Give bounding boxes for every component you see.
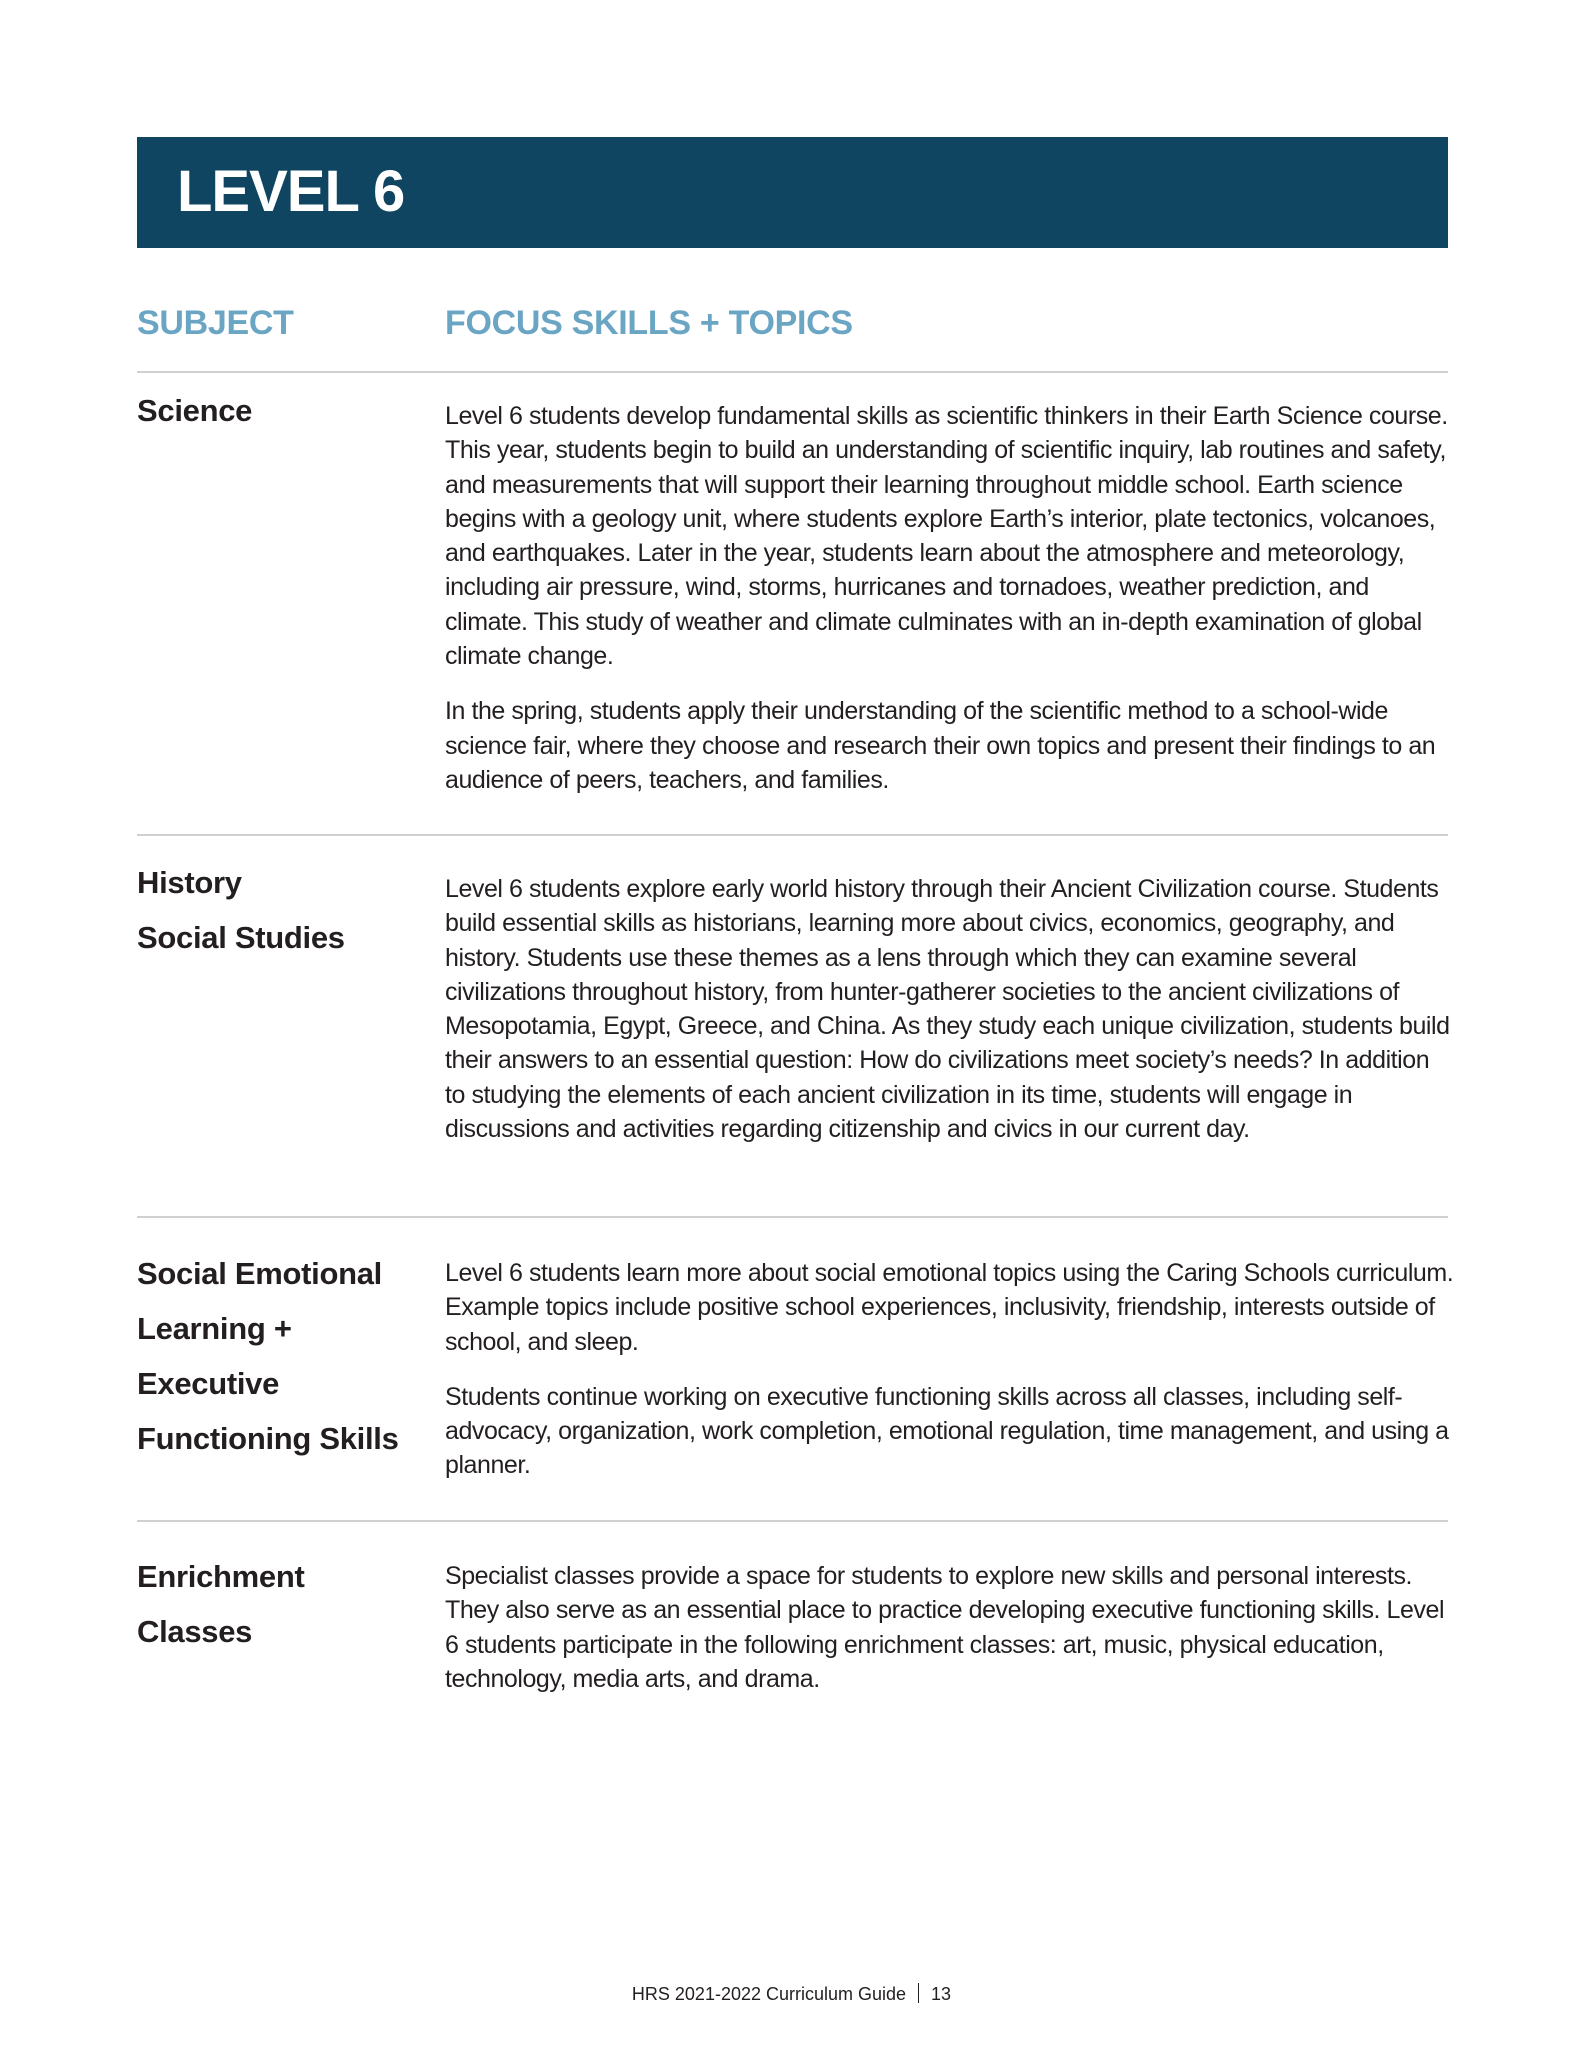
paragraph: In the spring, students apply their understanding of the scientific method to a school-wide science fair, where they choose and research their own topics and present their findings to an audience of peers, teachers, and families.: [445, 697, 1436, 794]
divider: [137, 834, 1448, 836]
enrichment-description: [445, 1559, 1455, 1696]
subject-label-line: Enrichment: [137, 1559, 305, 1594]
divider: [137, 1520, 1448, 1522]
divider: [137, 1216, 1448, 1218]
subject-social-emotional-learning: [137, 1246, 427, 1466]
paragraph: Specialist classes provide a space for students to explore new skills and personal interests. They also serve as an essential place to practice developing executive functioning skills. Level 6 students participate in the following enrichment classes: art, music, physical education, technology, media arts, and drama.: [445, 1562, 1445, 1693]
subject-history-social-studies: [137, 855, 427, 965]
page-number: 13: [931, 1984, 952, 2004]
footer-separator: [918, 1983, 919, 2003]
subject-enrichment-classes: [137, 1549, 427, 1659]
subject-label-line: Executive: [137, 1366, 280, 1401]
focus-column-heading: FOCUS SKILLS + TOPICS: [445, 304, 853, 342]
paragraph: Level 6 students learn more about social emotional topics using the Caring Schools curriculum. Example topics include positive school experiences, inclusivity, friendship, interests outside of school, and sleep.: [445, 1259, 1454, 1356]
paragraph: Level 6 students explore early world history through their Ancient Civilization course. Students build essential skills as historians, learning more about civics, economics, geography, and history. Students use these themes as a lens through which they can examine several civilizations throughout history, from hunter-gatherer societies to the ancient civilizations of Mesopotamia, Egypt, Greece, and China. As they study each unique civilization, students build their answers to an essential question: How do civilizations meet society’s needs? In addition to studying the elements of each ancient civilization in its time, students will engage in discussions and activities regarding citizenship and civics in our current day.: [445, 875, 1450, 1144]
science-description: [445, 399, 1455, 797]
subject-label-line: Social Studies: [137, 920, 345, 955]
paragraph: Level 6 students develop fundamental skills as scientific thinkers in their Earth Science course. This year, students begin to build an understanding of scientific inquiry, lab routines and safety, and measurements that will support their learning throughout middle school. Earth science begins with a geology unit, where students explore Earth’s interior, plate tectonics, volcanoes, and earthquakes. Later in the year, students learn about the atmosphere and meteorology, including air pressure, wind, storms, hurricanes and tornadoes, weather prediction, and climate. This study of weather and climate culminates with an in-depth examination of global climate change.: [445, 402, 1448, 671]
subject-column-heading: SUBJECT: [137, 304, 294, 342]
divider: [137, 371, 1448, 373]
page-footer: [0, 1982, 1583, 2006]
subject-label-line: Learning +: [137, 1311, 292, 1346]
history-description: [445, 872, 1455, 1146]
subject-label-line: History: [137, 865, 242, 900]
level-banner: [137, 137, 1448, 248]
page-title: LEVEL 6: [177, 159, 405, 224]
paragraph: Students continue working on executive functioning skills across all classes, including self-advocacy, organization, work completion, emotional regulation, time management, and using a planner.: [445, 1382, 1449, 1480]
social-emotional-description: [445, 1256, 1455, 1483]
footer-guide-title: HRS 2021-2022 Curriculum Guide: [631, 1984, 907, 2004]
subject-label-line: Classes: [137, 1614, 253, 1649]
subject-label-line: Functioning Skills: [137, 1421, 399, 1456]
subject-label-line: Science: [137, 393, 253, 428]
subject-science: [137, 383, 427, 438]
subject-label-line: Social Emotional: [137, 1256, 382, 1291]
